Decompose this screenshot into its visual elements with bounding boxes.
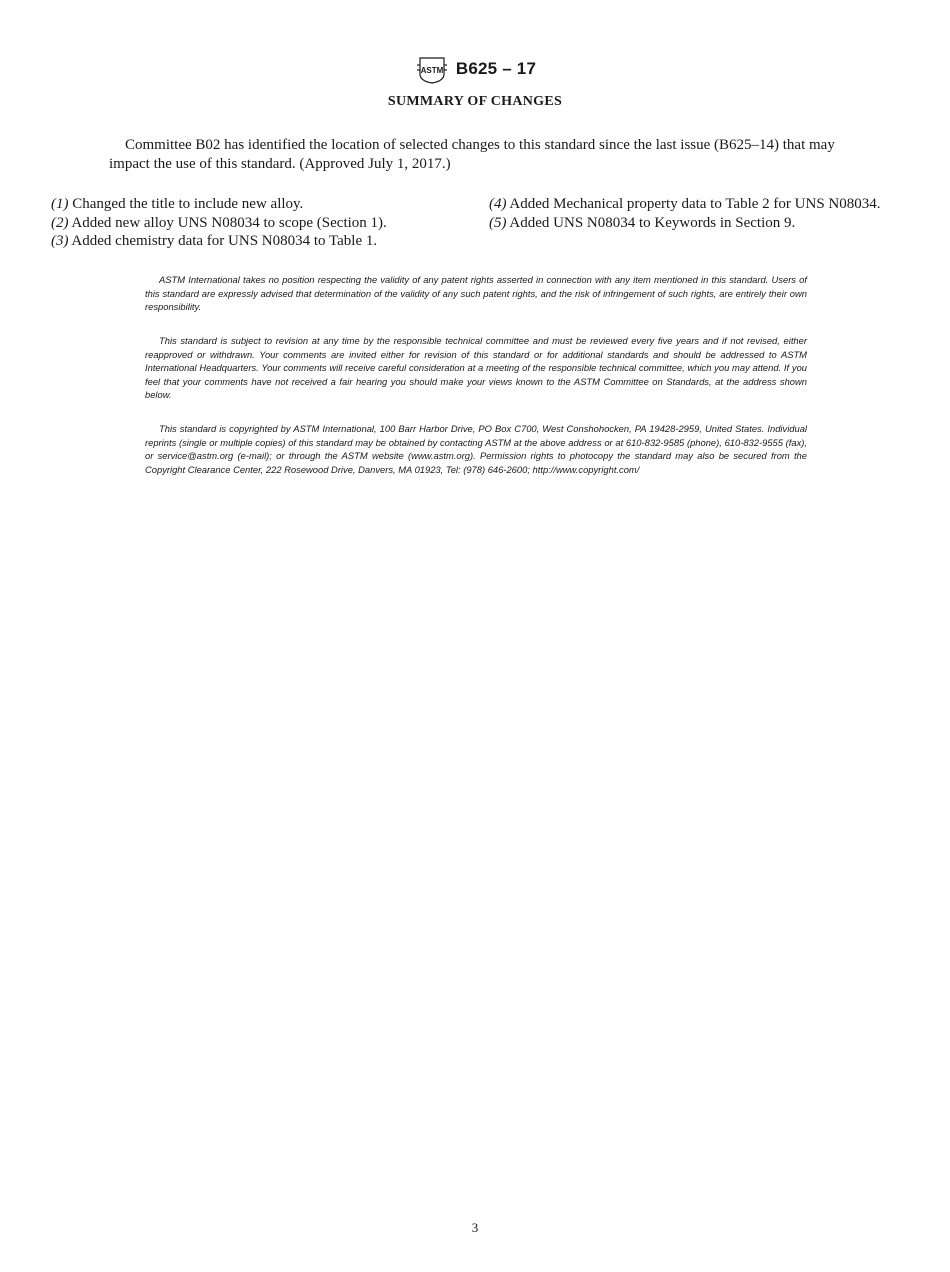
revision-notice: This standard is subject to revision at any time by the responsible technical committee and must be reviewed every five years and if not revised, either reapproved or withdrawn. Your comments are invited either for revision of this standard or for additional standards and should be addressed to ASTM International Headquarters. Your comments will receive careful consideration at a meeting of the responsible technical committee, which you may attend. If you feel that your comments have not received a fair hearing you should make your views known to the ASTM Committee on Standards, at the address shown below. — [145, 335, 807, 400]
summary-intro: Committee B02 has identified the location of selected changes to this standard since the last issue (B625–14) that may impact the use of this standard. (Approved July 1, 2017.) — [109, 137, 835, 172]
svg-text:ASTM: ASTM — [420, 66, 444, 75]
section-title: SUMMARY OF CHANGES — [387, 94, 563, 109]
change-item: (3) Added chemistry data for UNS N08034 to Table 1. — [51, 233, 378, 250]
document-header — [0, 54, 950, 84]
page-number: 3 — [471, 1220, 479, 1235]
changes-column-right — [489, 195, 899, 251]
changes-column-left — [51, 195, 461, 251]
change-item: (2) Added new alloy UNS N08034 to scope (Section 1). — [51, 214, 387, 231]
change-item: (1) Changed the title to include new alloy. — [51, 196, 304, 212]
change-item: (5) Added UNS N08034 to Keywords in Section 9. — [489, 214, 796, 231]
astm-logo-icon — [414, 54, 450, 84]
patent-notice: ASTM International takes no position respecting the validity of any patent rights asserted in connection with any item mentioned in this standard. Users of this standard are expressly advised that determination of the validity of any such patent rights, and the risk of infringement of such rights, are entirely their own responsibility. — [145, 274, 807, 312]
changes-list — [51, 195, 899, 251]
copyright-notice: This standard is copyrighted by ASTM International, 100 Barr Harbor Drive, PO Box C700, West Conshohocken, PA 19428-2959, United States. Individual reprints (single or multiple copies) of this standard may be obtained by contacting ASTM at the above address or at 610-832-9585 (phone), 610-832-9555 (fax), or service@astm.org (e-mail); or through the ASTM website (www.astm.org). Permission rights to photocopy the standard may also be secured from the Copyright Clearance Center, 222 Rosewood Drive, Danvers, MA 01923, Tel: (978) 646-2600; http://www.copyright.com/ — [145, 423, 807, 475]
standard-designation: B625 – 17 — [455, 59, 537, 78]
change-item: (4) Added Mechanical property data to Table 2 for UNS N08034. — [489, 196, 881, 212]
